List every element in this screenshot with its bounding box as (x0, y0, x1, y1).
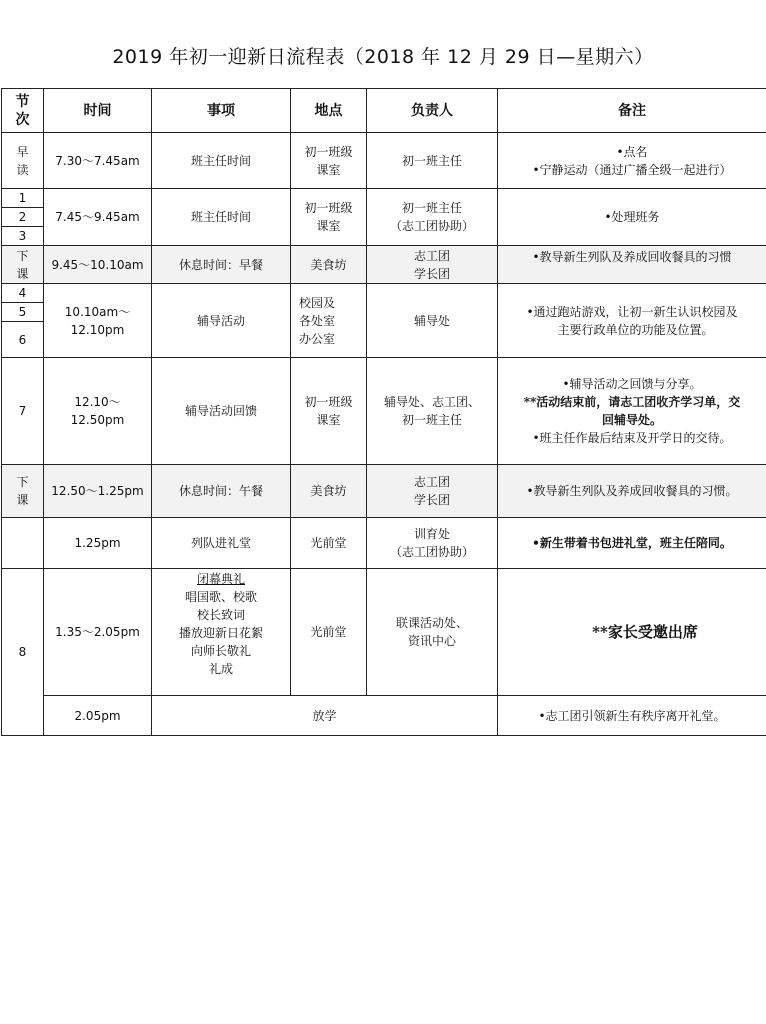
note-cell: •点名 •宁静运动（通过广播全级一起进行） (498, 133, 766, 189)
person-cell: 训育处 （志工团协助） (367, 518, 498, 569)
person-cell: 初一班主任 （志工团协助） (367, 189, 498, 246)
note-cell: •志工团引领新生有秩序离开礼堂。 (498, 696, 766, 736)
header-place: 地点 (291, 89, 367, 133)
place-cell: 光前堂 (291, 569, 367, 696)
note-cell: •辅导活动之回馈与分享。 **活动结束前，请志工团收齐学习单，交 回辅导处。 •班主任作最后结束及开学日的交待。 (498, 358, 766, 465)
person-cell: 辅导处、志工团、 初一班主任 (367, 358, 498, 465)
time-cell: 9.45～10.10am (44, 246, 152, 284)
item-cell: 休息时间：早餐 (152, 246, 291, 284)
item-cell: 班主任时间 (152, 133, 291, 189)
place-cell: 初一班级 课室 (291, 133, 367, 189)
schedule-table (1, 88, 766, 736)
place-cell: 校园及 各处室 办公室 (291, 284, 367, 358)
person-cell: 联课活动处、 资讯中心 (367, 569, 498, 696)
table-row (2, 465, 766, 518)
item-cell: 辅导活动回馈 (152, 358, 291, 465)
item-cell: 辅导活动 (152, 284, 291, 358)
time-cell: 12.50～1.25pm (44, 465, 152, 518)
table-row (2, 189, 766, 208)
table-row (2, 696, 766, 736)
item-cell: 闭幕典礼 唱国歌、校歌 校长致词 播放迎新日花絮 向师长敬礼 礼成 (152, 569, 291, 696)
time-cell: 1.25pm (44, 518, 152, 569)
item-cell: 列队进礼堂 (152, 518, 291, 569)
header-row (2, 89, 766, 133)
person-cell: 志工团 学长团 (367, 465, 498, 518)
note-cell: •新生带着书包进礼堂，班主任陪同。 (498, 518, 766, 569)
time-cell: 10.10am～ 12.10pm (44, 284, 152, 358)
period-cell: 早读 (2, 133, 44, 189)
person-cell: 初一班主任 (367, 133, 498, 189)
period-cell: 8 (2, 569, 44, 736)
period-cell: 5 (2, 303, 44, 322)
note-cell: •教导新生列队及养成回收餐具的习惯。 (498, 465, 766, 518)
period-cell (2, 518, 44, 569)
period-cell: 1 (2, 189, 44, 208)
table-row (2, 284, 766, 303)
time-cell: 7.30～7.45am (44, 133, 152, 189)
header-item: 事项 (152, 89, 291, 133)
period-cell: 4 (2, 284, 44, 303)
time-cell: 1.35～2.05pm (44, 569, 152, 696)
note-cell: •处理班务 (498, 189, 766, 246)
table-row (2, 569, 766, 696)
place-cell: 美食坊 (291, 246, 367, 284)
period-cell: 下课 (2, 246, 44, 284)
period-cell: 2 (2, 208, 44, 227)
period-cell: 3 (2, 227, 44, 246)
table-row (2, 246, 766, 284)
header-person: 负责人 (367, 89, 498, 133)
place-cell: 光前堂 (291, 518, 367, 569)
item-cell: 休息时间：午餐 (152, 465, 291, 518)
person-cell: 辅导处 (367, 284, 498, 358)
place-cell: 美食坊 (291, 465, 367, 518)
person-cell: 志工团 学长团 (367, 246, 498, 284)
item-cell: 放学 (152, 696, 498, 736)
note-cell: •教导新生列队及养成回收餐具的习惯 (498, 246, 766, 284)
page-title: 2019 年初一迎新日流程表（2018 年 12 月 29 日—星期六） (112, 46, 654, 68)
place-cell: 初一班级 课室 (291, 358, 367, 465)
period-cell: 7 (2, 358, 44, 465)
table-row (2, 133, 766, 189)
header-note: 备注 (498, 89, 766, 133)
period-cell: 6 (2, 322, 44, 358)
place-cell: 初一班级 课室 (291, 189, 367, 246)
time-cell: 2.05pm (44, 696, 152, 736)
note-cell: **家长受邀出席 (498, 569, 766, 696)
header-time: 时间 (44, 89, 152, 133)
time-cell: 12.10～ 12.50pm (44, 358, 152, 465)
item-cell: 班主任时间 (152, 189, 291, 246)
header-period: 节次 (2, 89, 44, 133)
table-row (2, 358, 766, 465)
note-cell: •通过跑站游戏，让初一新生认识校园及 主要行政单位的功能及位置。 (498, 284, 766, 358)
time-cell: 7.45～9.45am (44, 189, 152, 246)
period-cell: 下课 (2, 465, 44, 518)
table-row (2, 518, 766, 569)
